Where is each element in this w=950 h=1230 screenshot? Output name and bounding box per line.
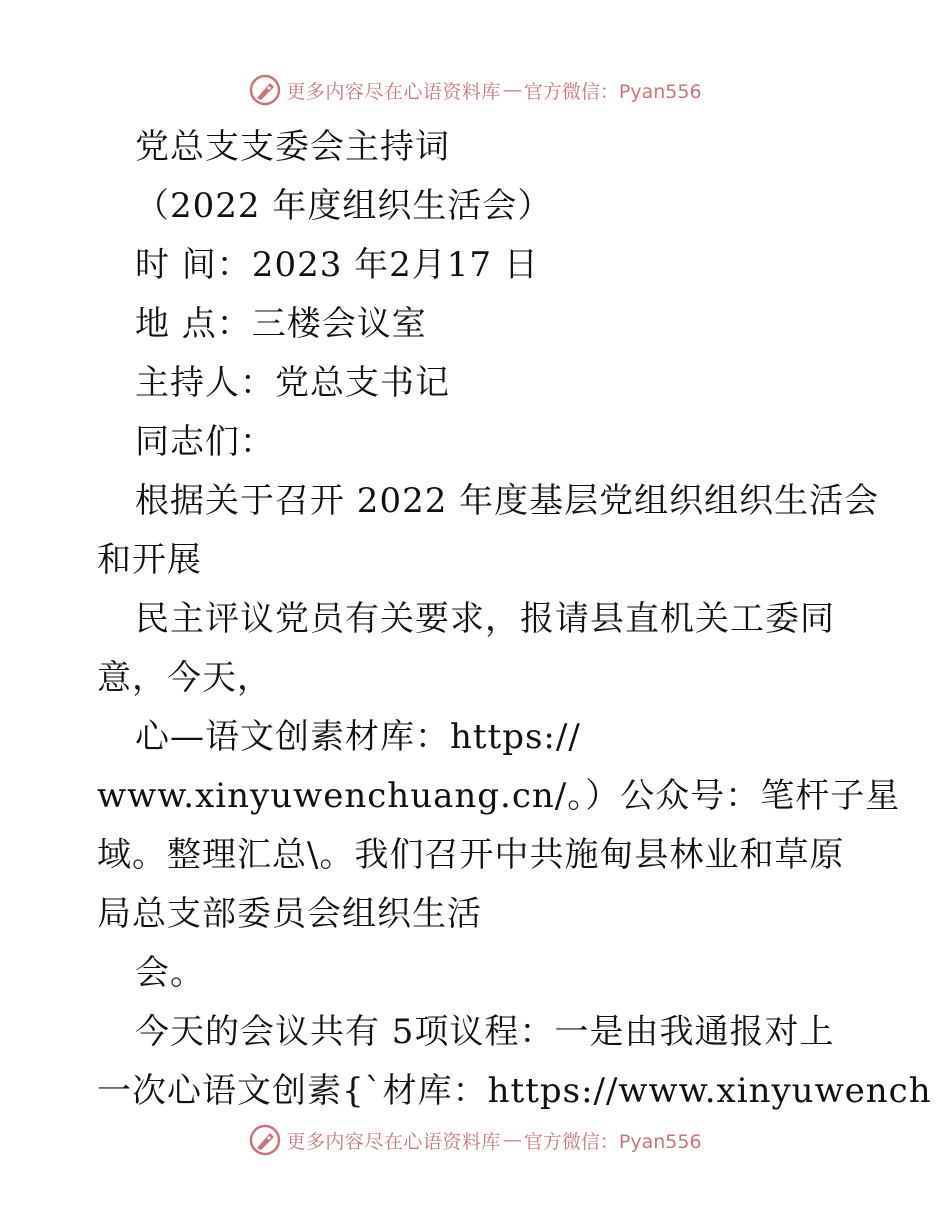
meeting-time: 时 间：2023 年2月17 日 <box>135 245 539 285</box>
pen-nib-logo-icon <box>248 73 282 107</box>
document-body <box>97 118 932 1121</box>
body-line: 民主评议党员有关要求，报请县直机关工委同 <box>135 599 835 639</box>
banner-wechat: 官方微信：Pyan556 <box>523 1130 702 1153</box>
body-line: 今天的会议共有 5项议程：一是由我通报对上 <box>135 1012 835 1052</box>
banner-separator: — <box>502 1129 522 1151</box>
document-title: 党总支支委会主持词 <box>135 127 450 167</box>
pen-nib-logo-icon <box>248 1123 282 1157</box>
body-line: 根据关于召开 2022 年度基层党组织组织生活会 <box>135 481 880 521</box>
meeting-location: 地 点：三楼会议室 <box>135 304 427 344</box>
body-line: www.xinyuwenchuang.cn/。）公众号：笔杆子星 <box>97 776 901 816</box>
banner-text: 更多内容尽在心语资料库 <box>286 80 501 103</box>
body-line: 一次心语文创素{`材库：https://www.xinyuwench <box>97 1071 932 1111</box>
salutation: 同志们： <box>135 422 275 462</box>
header-watermark-banner <box>0 70 950 110</box>
document-subtitle: （2022 年度组织生活会） <box>135 186 553 226</box>
banner-text: 更多内容尽在心语资料库 <box>286 1130 501 1153</box>
body-line: 会。 <box>135 953 205 993</box>
body-line: 心—语文创素材库：https:// <box>135 717 581 757</box>
body-line: 意，今天， <box>97 658 272 698</box>
banner-wechat: 官方微信：Pyan556 <box>523 80 702 103</box>
body-line: 和开展 <box>97 540 202 580</box>
banner-separator: — <box>502 79 522 101</box>
body-line: 局总支部委员会组织生活 <box>97 894 482 934</box>
footer-watermark-banner <box>0 1120 950 1160</box>
body-line: 域。整理汇总\。我们召开中共施甸县林业和草原 <box>97 835 845 875</box>
meeting-host: 主持人：党总支书记 <box>135 363 450 403</box>
